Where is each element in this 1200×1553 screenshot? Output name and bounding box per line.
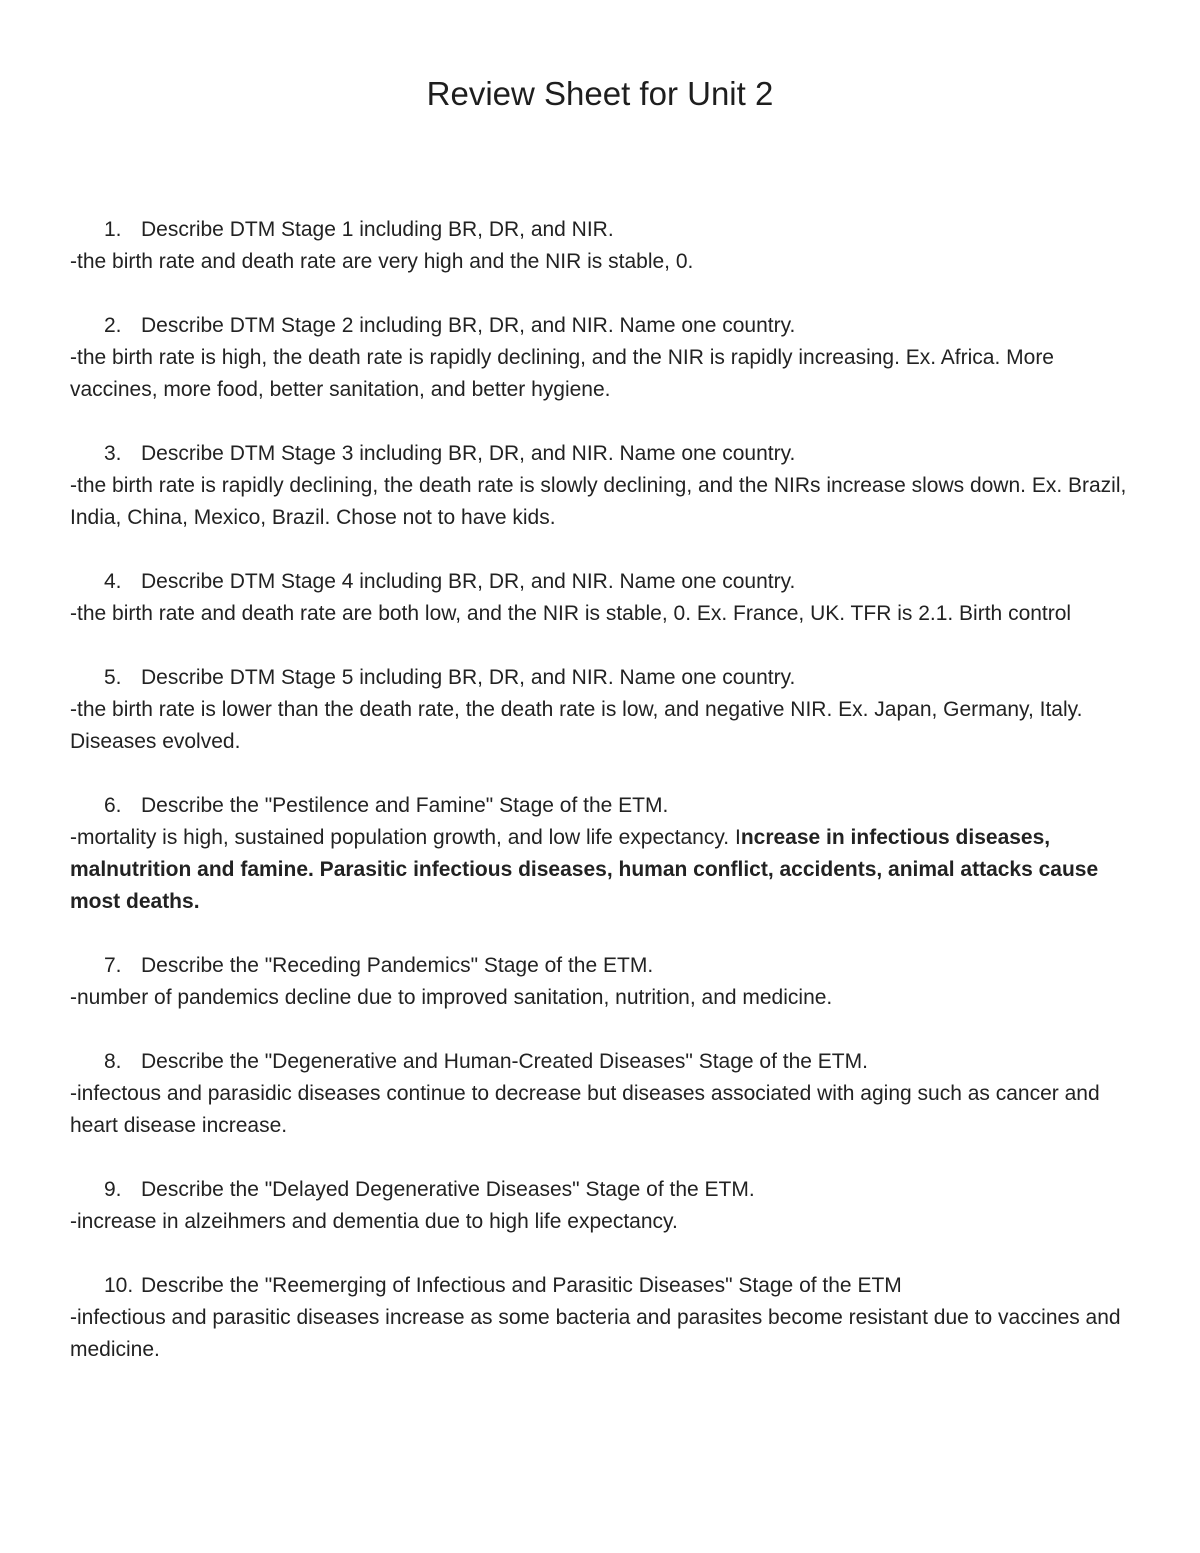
question <box>70 790 1140 822</box>
question <box>70 1174 1140 1206</box>
question <box>70 1270 1140 1302</box>
answer-text: -infectious and parasitic diseases increase as some bacteria and parasites become resistant due to vaccines and medicine. <box>70 1306 1121 1361</box>
answer-text: -the birth rate is high, the death rate is rapidly declining, and the NIR is rapidly increasing. Ex. Africa. More vaccines, more food, better sanitation, and better hygiene. <box>70 346 1054 401</box>
question <box>70 310 1140 342</box>
answer-text: -the birth rate and death rate are both low, and the NIR is stable, 0. Ex. France, UK. TFR is 2.1. Birth control <box>70 602 1072 625</box>
question <box>70 214 1140 246</box>
question-number: 3. <box>104 442 122 465</box>
question <box>70 438 1140 470</box>
question-number: 5. <box>104 666 122 689</box>
question-number: 6. <box>104 794 122 817</box>
question-text: Describe DTM Stage 1 including BR, DR, and NIR. <box>141 218 614 241</box>
list-item <box>70 950 1140 1014</box>
question-text: Describe DTM Stage 5 including BR, DR, and NIR. Name one country. <box>141 666 796 689</box>
list-item <box>70 566 1140 630</box>
question <box>70 1046 1140 1078</box>
question-text: Describe the "Receding Pandemics" Stage of the ETM. <box>141 954 654 977</box>
question-number: 4. <box>104 570 122 593</box>
question-text: Describe the "Degenerative and Human-Created Diseases" Stage of the ETM. <box>141 1050 868 1073</box>
question-text: Describe the "Pestilence and Famine" Stage of the ETM. <box>141 794 669 817</box>
list-item <box>70 310 1140 406</box>
answer-text: -infectous and parasidic diseases continue to decrease but diseases associated with aging such as cancer and heart disease increase. <box>70 1082 1100 1137</box>
question-number: 9. <box>104 1178 122 1201</box>
question-text: Describe DTM Stage 3 including BR, DR, and NIR. Name one country. <box>141 442 796 465</box>
question-list <box>70 214 1140 1398</box>
question-number: 7. <box>104 954 122 977</box>
answer-text: -the birth rate is lower than the death rate, the death rate is low, and negative NIR. Ex. Japan, Germany, Italy. Diseases evolved. <box>70 698 1083 753</box>
answer-text <box>70 822 1140 918</box>
question-text: Describe DTM Stage 2 including BR, DR, and NIR. Name one country. <box>141 314 796 337</box>
question-number: 8. <box>104 1050 122 1073</box>
question-text: Describe the "Reemerging of Infectious and Parasitic Diseases" Stage of the ETM <box>141 1274 902 1297</box>
question-number: 2. <box>104 314 122 337</box>
question <box>70 950 1140 982</box>
question-number: 10. <box>104 1274 134 1297</box>
question-text: Describe the "Delayed Degenerative Diseases" Stage of the ETM. <box>141 1178 755 1201</box>
question-number: 1. <box>104 218 122 241</box>
question <box>70 662 1140 694</box>
answer-text: -the birth rate and death rate are very high and the NIR is stable, 0. <box>70 250 694 273</box>
answer-text: -the birth rate is rapidly declining, the death rate is slowly declining, and the NIRs increase slows down. Ex. Brazil, India, China, Mexico, Brazil. Chose not to have kids. <box>70 474 1127 529</box>
answer-text: -number of pandemics decline due to improved sanitation, nutrition, and medicine. <box>70 986 833 1009</box>
question-text: Describe DTM Stage 4 including BR, DR, and NIR. Name one country. <box>141 570 796 593</box>
answer-text-regular: -mortality is high, sustained population growth, and low life expectancy. I <box>70 826 741 849</box>
list-item <box>70 214 1140 278</box>
question <box>70 566 1140 598</box>
list-item <box>70 1046 1140 1142</box>
list-item <box>70 1270 1140 1366</box>
list-item <box>70 662 1140 758</box>
list-item <box>70 438 1140 534</box>
list-item <box>70 790 1140 918</box>
list-item <box>70 1174 1140 1238</box>
page-title: Review Sheet for Unit 2 <box>426 75 774 112</box>
answer-text: -increase in alzeihmers and dementia due to high life expectancy. <box>70 1210 678 1233</box>
answer-text-bold: ncrease in infectious diseases, malnutrition and famine. Parasitic infectious diseases, human conflict, accidents, animal attacks cause most deaths. <box>70 826 1099 913</box>
